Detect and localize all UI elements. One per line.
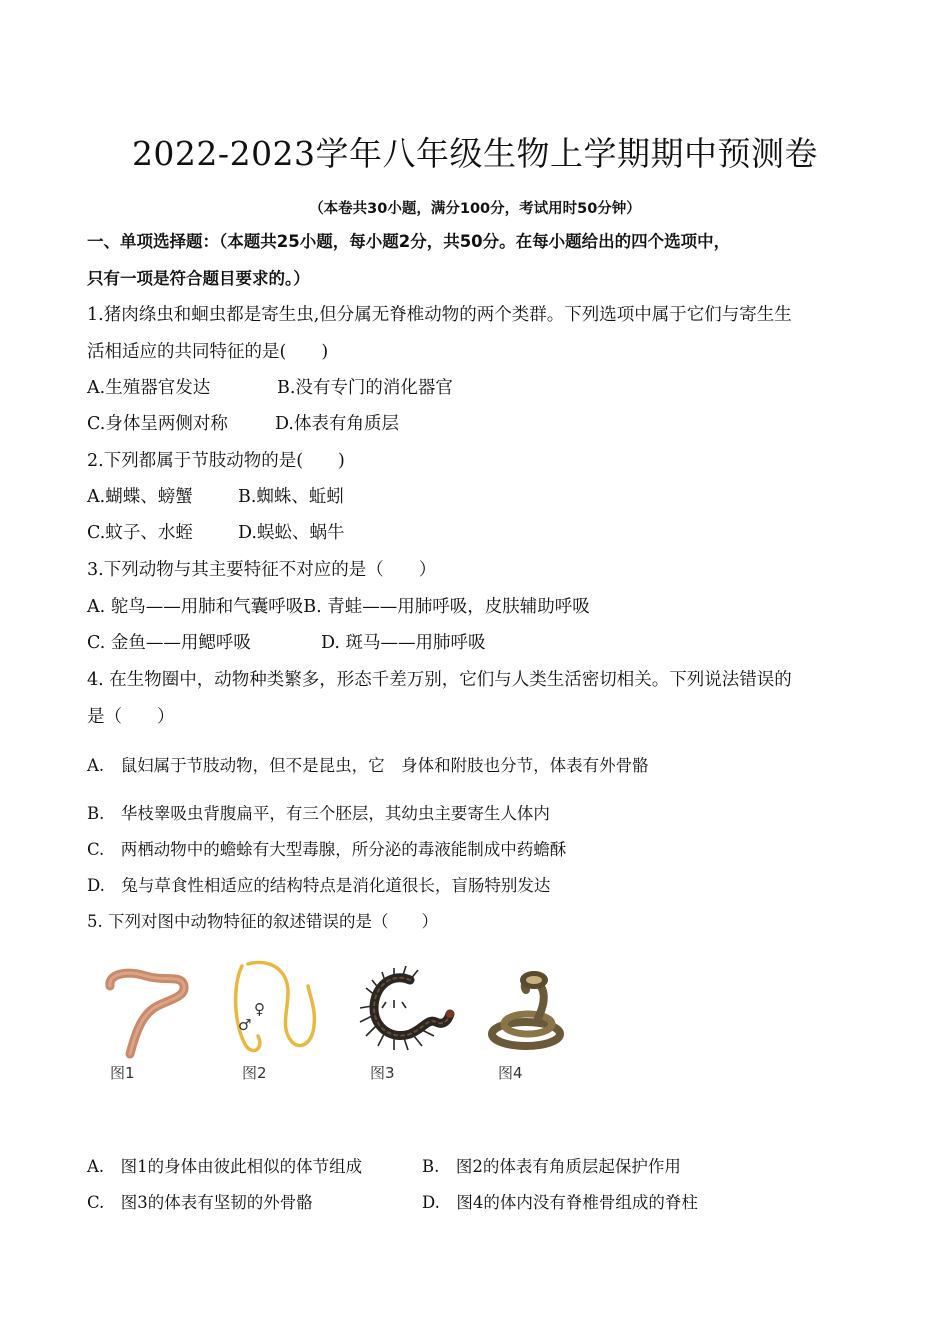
q1-option-c: C.身体呈两侧对称 [87, 414, 228, 434]
q1-stem-line1: 1.猪肉绦虫和蛔虫都是寄生虫,但分属无脊椎动物的两个类群。下列选项中属于它们与寄生生 [87, 305, 792, 325]
q2-stem: 2.下列都属于节肢动物的是( ) [87, 451, 345, 471]
q4-option-c: C. 两栖动物中的蟾蜍有大型毒腺，所分泌的毒液能制成中药蟾酥 [87, 840, 567, 859]
q4-stem-line1: 4. 在生物圈中，动物种类繁多，形态千差万别，它们与人类生活密切相关。下列说法错误的 [87, 670, 792, 690]
snake-image [484, 956, 594, 1061]
figure-2 [228, 956, 338, 1086]
q3-option-d: D. 斑马——用肺呼吸 [321, 633, 486, 653]
q2-option-b: B.蜘蛛、蚯蚓 [238, 487, 344, 507]
figure-2-label: 图2 [242, 1064, 267, 1082]
q3-options-row2 [87, 631, 867, 655]
q5-option-c: C. 图3的体表有坚韧的外骨骼 [87, 1193, 313, 1212]
q1-option-a: A.生殖器官发达 [87, 378, 211, 398]
figure-1-label: 图1 [110, 1064, 135, 1082]
figure-4-label: 图4 [498, 1064, 523, 1082]
q5-options-row1 [87, 1155, 867, 1179]
figure-3-label: 图3 [370, 1064, 395, 1082]
q1-option-b: B.没有专门的消化器官 [277, 378, 453, 398]
q1-option-d: D.体表有角质层 [275, 414, 399, 434]
q2-option-a: A.蝴蝶、螃蟹 [87, 487, 193, 507]
page-title: 2022-2023学年八年级生物上学期期中预测卷 [131, 134, 819, 173]
q5-stem: 5. 下列对图中动物特征的叙述错误的是（ ） [87, 912, 438, 931]
q3-options-row1 [87, 595, 867, 619]
q1-options-row1 [87, 376, 867, 400]
q3-option-b: B. 青蛙——用肺呼吸，皮肤辅助呼吸 [303, 597, 590, 617]
earthworm-image [96, 956, 206, 1061]
q1-options-row2 [87, 412, 867, 436]
q3-stem: 3.下列动物与其主要特征不对应的是（ ） [87, 560, 437, 580]
q5-option-b: B. 图2的体表有角质层起保护作用 [422, 1157, 681, 1176]
q4-option-d: D. 兔与草食性相适应的结构特点是消化道很长，盲肠特别发达 [87, 876, 551, 895]
q3-option-a: A. 鸵鸟——用肺和气囊呼吸 [87, 597, 304, 617]
section-heading-line2: 只有一项是符合题目要求的。） [87, 269, 310, 288]
q1-stem-line2: 活相适应的共同特征的是( ) [87, 342, 329, 362]
q5-option-a: A. 图1的身体由彼此相似的体节组成 [87, 1157, 363, 1176]
q5-options-row2 [87, 1191, 867, 1215]
q5-option-d: D. 图4的体内没有脊椎骨组成的脊柱 [422, 1193, 698, 1212]
figure-1 [96, 956, 206, 1086]
roundworm-image [228, 956, 338, 1061]
male-symbol: ♂ [238, 1016, 252, 1034]
q2-option-d: D.蜈蚣、蜗牛 [238, 523, 345, 543]
figure-4 [484, 956, 594, 1086]
q5-figures [96, 956, 596, 1086]
q4-option-a: A. 鼠妇属于节肢动物，但不是昆虫，它 身体和附肢也分节，体表有外骨骼 [87, 756, 649, 775]
centipede-image [356, 956, 466, 1061]
exam-info: （本卷共30小题，满分100分，考试用时50分钟） [309, 201, 641, 217]
female-symbol: ♀ [254, 1000, 265, 1018]
q2-option-c: C.蚊子、水蛭 [87, 523, 193, 543]
q3-option-c: C. 金鱼——用鳃呼吸 [87, 633, 251, 653]
figure-3 [356, 956, 466, 1086]
q2-options-row1 [87, 485, 867, 509]
section-heading-line1: 一、单项选择题：（本题共25小题，每小题2分，共50分。在每小题给出的四个选项中， [87, 232, 731, 251]
q2-options-row2 [87, 521, 867, 545]
q4-option-b: B. 华枝睾吸虫背腹扁平，有三个胚层，其幼虫主要寄生人体内 [87, 804, 550, 823]
q4-stem-line2: 是（ ） [87, 707, 175, 727]
